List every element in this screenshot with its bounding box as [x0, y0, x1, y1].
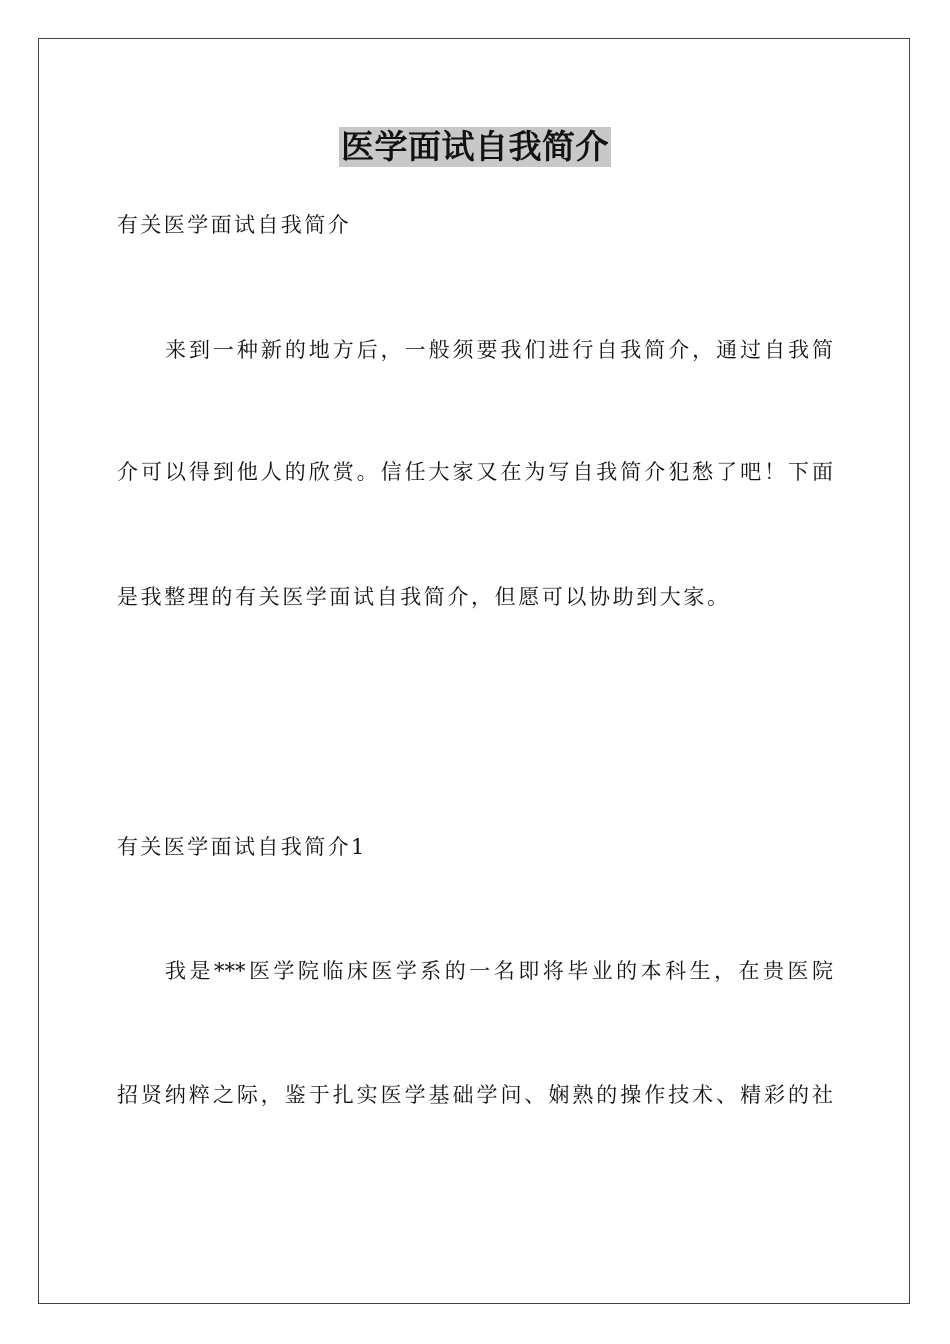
- document-subtitle: 有关医学面试自我简介: [117, 213, 351, 237]
- section-heading-1: 有关医学面试自我简介1: [117, 835, 367, 859]
- section1-line-1: 我是***医学院临床医学系的一名即将毕业的本科生，在贵医院: [165, 959, 833, 983]
- section1-line-2: 招贤纳粹之际，鉴于扎实医学基础学问、娴熟的操作技术、精彩的社: [117, 1083, 833, 1107]
- title-container: [0, 127, 950, 167]
- intro-line-3: 是我整理的有关医学面试自我简介，但愿可以协助到大家。: [117, 585, 731, 609]
- document-title: 医学面试自我简介: [341, 127, 609, 166]
- intro-line-1: 来到一种新的地方后，一般须要我们进行自我简介，通过自我简: [165, 338, 833, 362]
- intro-line-2: 介可以得到他人的欣赏。信任大家又在为写自我简介犯愁了吧！下面: [117, 460, 833, 484]
